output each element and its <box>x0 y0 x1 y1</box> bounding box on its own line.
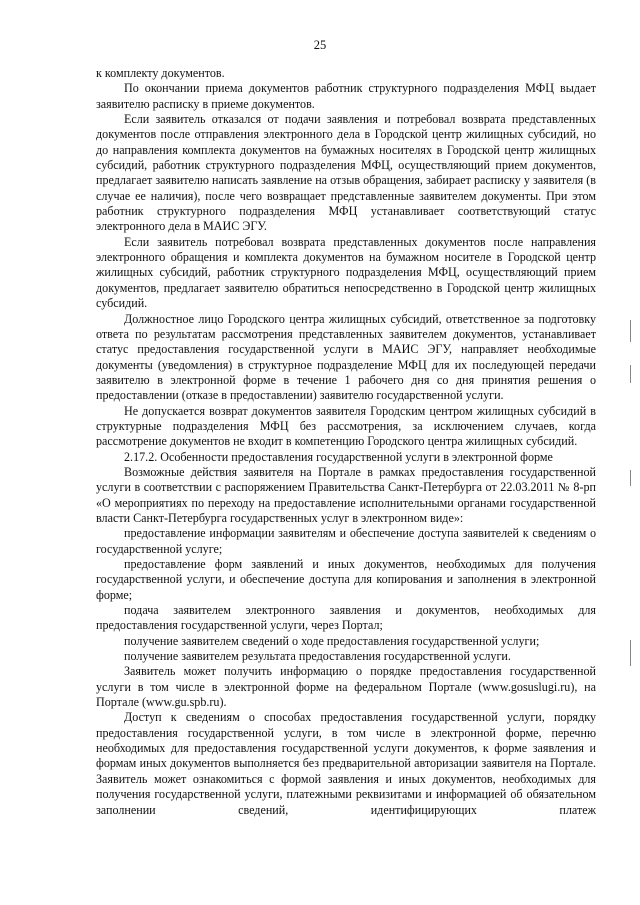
paragraph-portal-actions: Возможные действия заявителя на Портале в рамках предоставления государственной услуги в соответствии с распоряжением Правительства Санкт-Петербурга от 22.03.2011 № 8-рп «О мероприятиях по переходу на предоставление исполнительными органами государственной власти Санкт-Петербурга государственных услуг в электронном виде»: <box>96 464 596 525</box>
scan-mark <box>630 365 631 383</box>
paragraph-refusal-after-sending: Если заявитель потребовал возврата представленных документов после направления электронного обращения и комплекта документов на бумажном носителе в Городской центр жилищных субсидий, работник структурного подразделения МФЦ, осуществляющий прием документов, предлагает заявителю обратиться непосредственно в Городской центр жилищных субсидий. <box>96 234 596 311</box>
paragraph-official-status: Должностное лицо Городского центра жилищных субсидий, ответственное за подготовку ответа по результатам рассмотрения представленных заявителем документов, устанавливает статус предоставления государственной услуги в МАИС ЭГУ, направляет необходимые документы (уведомления) в структурное подразделение МФЦ для их последующей передачи заявителю в электронной форме в течение 1 рабочего дня со дня принятия решения о предоставлении (отказе в предоставлении) заявителю государственной услуги. <box>96 311 596 403</box>
scan-margin-marks <box>630 0 634 905</box>
scan-mark <box>630 320 631 342</box>
paragraph-receipt: По окончании приема документов работник структурного подразделения МФЦ выдает заявителю расписку в приеме документов. <box>96 81 596 111</box>
scan-mark <box>630 640 631 666</box>
scan-mark <box>630 470 631 486</box>
document-body <box>96 66 596 818</box>
list-item-submission: подача заявителем электронного заявления и документов, необходимых для предоставления государственной услуги, через Портал; <box>96 603 596 633</box>
list-item-result: получение заявителем результата предоставления государственной услуги. <box>124 649 511 664</box>
list-item-progress: получение заявителем сведений о ходе предоставления государственной услуги; <box>124 633 540 648</box>
paragraph-continuation: к комплекту документов. <box>96 66 225 80</box>
page-number: 25 <box>313 38 327 52</box>
paragraph-refusal-before-sending: Если заявитель отказался от подачи заявления и потребовал возврата представленных документов после отправления электронного дела в Городской центр жилищных субсидий, но до направления комплекта документов на бумажных носителях в Городской центр жилищных субсидий, работник структурного подразделения МФЦ, осуществляющий прием документов, предлагает заявителю написать заявление на отзыв обращения, забирает расписку у заявителя (в случае ее наличия), после чего возвращает представленные заявителем документы. При этом работник структурного подразделения МФЦ устанавливает соответствующий статус электронного дела в МАИС ЭГУ. <box>96 112 596 234</box>
section-heading-electronic-form: 2.17.2. Особенности предоставления государственной услуги в электронной форме <box>124 449 553 464</box>
list-item-forms: предоставление форм заявлений и иных документов, необходимых для получения государственной услуги, и обеспечение доступа для копирования и заполнения в электронной форме; <box>96 557 596 602</box>
list-item-information: предоставление информации заявителям и обеспечение доступа заявителей к сведениям о государственной услуге; <box>96 526 596 556</box>
paragraph-access: Доступ к сведениям о способах предоставления государственной услуги, порядку предоставления государственной услуги, в том числе в электронной форме, перечню необходимых для предоставления государственной услуги документов, к форме заявления и формам иных документов выполняется без предварительной авторизации заявителя на Портале. Заявитель может ознакомиться с формой заявления и иных документов, необходимых для получения государственной услуги, платежными реквизитами и информацией об обязательном заполнении сведений, идентифицирующих платеж <box>96 710 596 817</box>
paragraph-portal-info: Заявитель может получить информацию о порядке предоставления государственной услуги в том числе в электронной форме на федеральном Портале (www.gosuslugi.ru), на Портале (www.gu.spb.ru). <box>96 664 596 710</box>
paragraph-no-return: Не допускается возврат документов заявителя Городским центром жилищных субсидий в структурные подразделения МФЦ без рассмотрения, за исключением случаев, когда рассмотрение документов не входит в компетенцию Городского центра жилищных субсидий. <box>96 403 596 449</box>
